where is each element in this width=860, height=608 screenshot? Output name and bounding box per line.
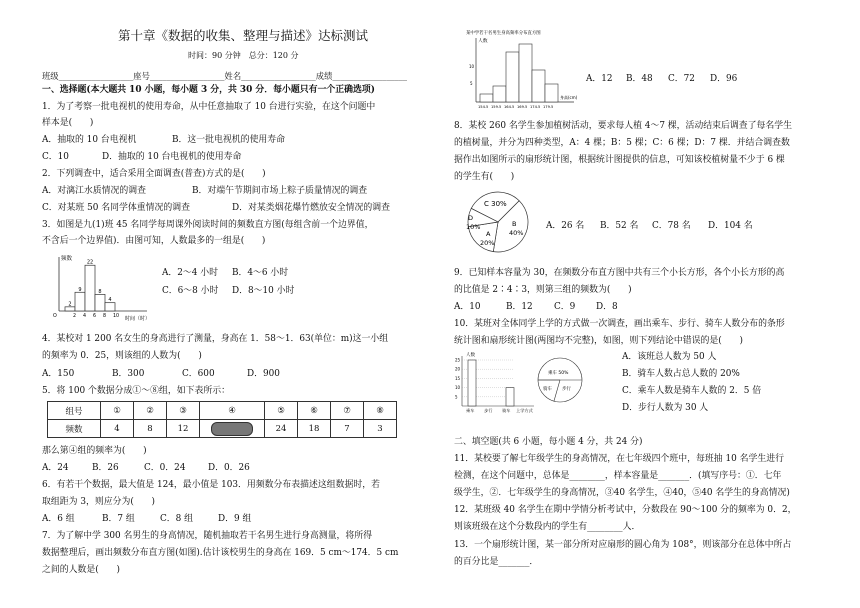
q3-bar	[95, 294, 105, 311]
q8-label-b-pct: 40%	[509, 229, 524, 237]
q11-stem-cont2: 级学生，②．七年级学生的身高情况，③40 名学生，④40，⑤40 名学生的身高情况)	[454, 488, 790, 498]
q7-stem: 7．为了解中学 300 名男生的身高情况，随机抽取若干名男生进行身高测量，将所得	[42, 531, 372, 541]
q10-stem: 10．某班对全体同学上学的方式做一次调查，画出乘车、步行、骑车人数分布的条形	[454, 319, 785, 329]
q6-option-b: B．7 组	[102, 514, 135, 524]
exam-meta: 时间：90 分钟 总分：120 分	[188, 51, 299, 60]
q3-tick-label: 10	[113, 314, 120, 319]
q10-bar	[506, 388, 514, 406]
q7-option-c: C．72	[668, 74, 695, 84]
table-cell: 18	[298, 420, 331, 438]
q10-stem-cont: 统计图和扇形统计图(两图均不完整)，如图，则下列结论中错误的是( )	[454, 336, 743, 346]
q9-option-a: A．10	[454, 302, 481, 312]
q1-option-a: A．抽取的 10 台电视机	[42, 135, 137, 145]
q5-table-header-row	[48, 402, 397, 420]
q7-option-b: B．48	[626, 74, 653, 84]
covered-value-blob	[211, 422, 253, 436]
q10-pie-label-bike: 骑车	[543, 387, 552, 392]
table-header-cell: ⑦	[331, 402, 364, 420]
q3-stem-cont: 不含后一个边界值)．由图可知，人数最多的一组是( )	[42, 236, 266, 246]
q3-option-d: D．8～10 小时	[232, 286, 295, 296]
q3-y-label: 频数	[61, 256, 73, 262]
q10-pie-label-walk: 步行	[562, 387, 571, 392]
q7-tick-label: 159.5	[491, 105, 502, 109]
table-header-cell: ②	[134, 402, 167, 420]
q7-tick-label: 169.5	[517, 105, 528, 109]
q8-label-b: B	[512, 220, 517, 228]
q10-bar	[468, 360, 476, 406]
q3-option-b: B．4～6 小时	[232, 268, 289, 278]
hidden-value-cell	[200, 420, 265, 438]
q6-option-a: A．6 组	[42, 514, 75, 524]
q4-option-a: A．150	[42, 369, 75, 379]
q10-option-c: C．乘车人数是骑车人数的 2．5 倍	[622, 386, 762, 396]
q10-y-tick: 15	[455, 375, 461, 381]
q10-y-tick: 25	[455, 357, 461, 363]
q2-stem: 2．下列调查中，适合采用全面调查(普查)方式的是( )	[42, 169, 266, 179]
q1-option-c: C．10	[42, 152, 69, 162]
q4-option-d: D．900	[247, 369, 280, 379]
q10-y-tick: 5	[455, 394, 458, 400]
q5-group-table	[47, 401, 397, 438]
section-2-heading: 二、填空题(共 6 小题，每小题 4 分，共 24 分)	[454, 437, 643, 447]
q7-tick-label: 179.5	[543, 105, 554, 109]
q7-option-d: D．96	[710, 74, 738, 84]
q10-y-tick: 10	[455, 385, 461, 391]
page-title: 第十章《数据的收集、整理与描述》达标测试	[118, 28, 369, 43]
q5-stem: 5．将 100 个数据分成①～⑧组，如下表所示：	[42, 386, 230, 396]
q6-option-c: C．8 组	[160, 514, 194, 524]
q10-category-label: 上学方式	[516, 408, 533, 413]
q8-option-b: B．52 名	[600, 221, 639, 231]
q3-tick-label: 8	[103, 314, 107, 319]
q3-tick-label: 6	[93, 314, 97, 319]
q11-stem-cont: 检测，在这个问题中，总体是________，样本容量是_______．(填写序号：①．七年	[454, 471, 782, 481]
q7-stem-cont2: 之间的人数是( )	[42, 565, 120, 575]
table-header-cell: ①	[101, 402, 134, 420]
q1-option-d: D．抽取的 10 台电视机的使用寿命	[102, 152, 242, 162]
table-header-cell: ④	[200, 402, 265, 420]
q8-label-d: D	[468, 214, 474, 222]
q7-bar	[532, 70, 545, 102]
q8-stem-cont2: 据作出如图所示的扇形统计图，根据统计图提供的信息，可知该校植树量不少于 6 棵	[454, 155, 785, 165]
q9-option-c: C．9	[554, 302, 576, 312]
q12-stem-cont: 则该班级在这个分数段内的学生有________人．	[454, 522, 641, 532]
q7-chart-title: 某中学若干名男生身高频率分布直方图	[466, 31, 541, 36]
q7-tick-label: 164.5	[504, 105, 515, 109]
q3-tick-label: O	[53, 314, 57, 319]
q8-label-a: A	[486, 230, 491, 238]
q3-stem: 3．如图是九(1)班 45 名同学每周课外阅读时间的频数直方图(每组含前一个边界值，	[42, 220, 374, 230]
q4-option-c: C．600	[182, 369, 215, 379]
q2-option-d: D．对某类烟花爆竹燃放安全情况的调查	[232, 203, 390, 213]
table-header-cell: ⑤	[265, 402, 298, 420]
q4-option-b: B．300	[112, 369, 145, 379]
q2-option-b: B．对端午节期间市场上粽子质量情况的调查	[192, 186, 368, 196]
table-header-cell: 组号	[48, 402, 101, 420]
q3-bar-label: 4	[108, 297, 112, 304]
table-header-cell: ⑥	[298, 402, 331, 420]
q5-option-a: A．24	[42, 463, 69, 473]
q5-option-c: C．0．24	[144, 463, 186, 473]
q3-option-a: A．2～4 小时	[162, 268, 219, 278]
q11-stem: 11．某校要了解七年级学生的身高情况，在七年级四个班中，每班抽 10 名学生进行	[454, 454, 784, 464]
q13-stem-cont: 的百分比是_______．	[454, 557, 539, 567]
q6-option-d: D．9 组	[218, 514, 252, 524]
q2-option-a: A．对漓江水质情况的调查	[42, 186, 147, 196]
q13-stem: 13．一个扇形统计图，某一部分所对应扇形的圆心角为 108°，则该部分在总体中所占	[454, 540, 792, 550]
section-1-heading: 一、选择题(本大题共 10 小题，每小题 3 分，共 30 分．每小题只有一个正确选项)	[42, 85, 375, 95]
q7-histogram	[462, 28, 582, 112]
q8-stem-cont: 的植树量，并分为四种类型，A：4 棵；B：5 棵；C：6 棵；D：7 棵．并结合调查数	[454, 138, 790, 148]
q8-stem: 8．某校 260 名学生参加植树活动，要求每人植 4～7 棵，活动结束后调查了每名学生	[454, 121, 793, 131]
q2-option-c: C．对某班 50 名同学体重情况的调查	[42, 203, 190, 213]
q3-bar	[105, 303, 115, 311]
q7-y-label: 人数	[478, 39, 488, 44]
q3-bar	[75, 292, 85, 311]
q10-y-tick: 20	[455, 366, 461, 372]
q10-option-a: A．该班总人数为 50 人	[622, 352, 717, 362]
q5-option-d: D．0．26	[208, 463, 250, 473]
q3-bar-label: 9	[78, 286, 82, 293]
q10-pie-label-bus: 乘车 50%	[548, 371, 569, 376]
q6-stem: 6．有若干个数据，最大值是 124，最小值是 103．用频数分布表描述这组数据时，若	[42, 480, 381, 490]
q8-label-c: C 30%	[484, 200, 507, 208]
q8-option-c: C．78 名	[652, 221, 691, 231]
table-cell: 12	[167, 420, 200, 438]
table-cell: 4	[101, 420, 134, 438]
table-cell: 7	[331, 420, 364, 438]
q9-stem-cont: 的比值是 2∶4∶3，则第三组的频数为( )	[454, 285, 632, 295]
table-cell: 3	[364, 420, 397, 438]
q3-bar	[65, 307, 75, 311]
q3-bar-label: 2	[68, 301, 72, 308]
table-cell: 24	[265, 420, 298, 438]
q1-stem: 1．为了考察一批电视机的使用寿命，从中任意抽取了 10 台进行实验，在这个问题中	[42, 102, 376, 112]
q12-stem: 12．某班级 40 名学生在期中学情分析考试中，分数段在 90～100 分的频率为 0．2，	[454, 505, 797, 515]
q7-bar	[480, 94, 493, 102]
q7-x-label: 身高(cm)	[560, 95, 578, 100]
q7-option-a: A．12	[586, 74, 613, 84]
q10-category-label: 骑车	[502, 408, 511, 413]
q10-y-label: 人数	[466, 353, 475, 358]
q8-option-a: A．26 名	[546, 221, 585, 231]
q3-option-c: C．6～8 小时	[162, 286, 219, 296]
q7-tick-label: 174.5	[530, 105, 541, 109]
q5-table-data-row	[48, 420, 397, 438]
q3-histogram	[47, 251, 157, 323]
q10-bar-and-pie-charts	[454, 350, 586, 418]
q10-category-label: 步行	[484, 408, 493, 413]
q9-option-b: B．12	[506, 302, 533, 312]
q8-option-d: D．104 名	[708, 221, 753, 231]
q10-option-d: D．步行人数为 30 人	[622, 403, 709, 413]
q3-bar-label: 8	[98, 288, 102, 295]
q3-tick-label: 2	[73, 314, 77, 319]
student-info-line: 班级__________________座号__________________姓名__________________成绩__________________	[42, 71, 408, 81]
table-header-cell: ⑧	[364, 402, 397, 420]
q7-bar	[519, 44, 532, 102]
q3-x-label: 时间（时）	[125, 316, 151, 322]
q4-stem: 4．某校对 1 200 名女生的身高进行了测量，身高在 1．58～1．63(单位：m)这一小组	[42, 334, 389, 344]
q4-stem-cont: 的频率为 0．25，则该组的人数为( )	[42, 351, 202, 361]
q3-bar-label: 22	[86, 259, 94, 266]
q7-y-tick-5: 5	[470, 81, 473, 86]
q7-bar	[493, 86, 506, 102]
q7-y-tick-10: 10	[469, 64, 475, 69]
q5-question: 那么第④组的频率为( )	[42, 446, 147, 456]
q7-bar	[545, 84, 558, 102]
q1-option-b: B．这一批电视机的使用寿命	[172, 135, 286, 145]
q7-stem-cont: 数据整理后，画出频数分布直方图(如图).估计该校男生的身高在 169．5 cm～174．5 cm	[42, 548, 399, 558]
table-header-cell: ③	[167, 402, 200, 420]
q8-stem-cont3: 的学生有( )	[454, 172, 515, 182]
table-cell: 频数	[48, 420, 101, 438]
q10-category-label: 乘车	[466, 408, 475, 413]
q7-bar	[506, 52, 519, 102]
q10-option-b: B．骑车人数占总人数的 20%	[622, 369, 740, 379]
q6-stem-cont: 取组距为 3，则应分为( )	[42, 497, 156, 507]
q9-option-d: D．8	[596, 302, 618, 312]
table-cell: 8	[134, 420, 167, 438]
q1-stem-cont: 样本是( )	[42, 118, 94, 128]
q9-stem: 9．已知样本容量为 30，在频数分布直方图中共有三个小长方形，各个小长方形的高	[454, 268, 785, 278]
q5-option-b: B．26	[92, 463, 119, 473]
q8-label-a-pct: 20%	[480, 239, 495, 247]
q3-bar	[85, 265, 95, 311]
q8-pie-chart	[458, 188, 538, 256]
q8-label-d-pct: 10%	[466, 223, 481, 231]
q3-tick-label: 4	[83, 314, 87, 319]
q7-tick-label: 154.5	[478, 105, 489, 109]
